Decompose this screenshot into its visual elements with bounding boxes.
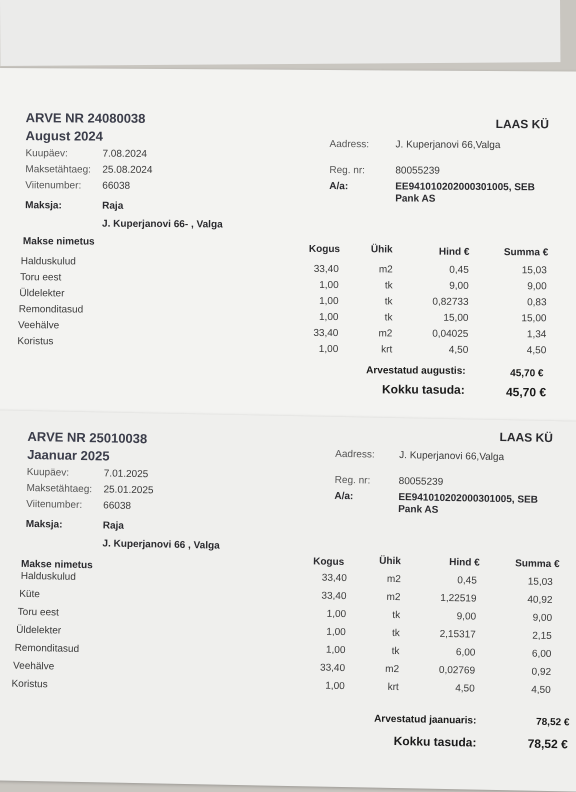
reference-label: Viitenumber: [26, 498, 83, 511]
col-header-name: Makse nimetus [22, 236, 95, 248]
subtotal-label: Arvestatud augustis: [366, 365, 466, 377]
row-price: 2,15317 [439, 628, 476, 641]
row-price: 0,82733 [432, 296, 469, 308]
address-value: J. Kuperjanovi 66,Valga [399, 450, 505, 464]
row-price: 6,00 [455, 647, 476, 659]
subtotal-value: 45,70 € [510, 368, 544, 380]
invoice-period: August 2024 [25, 128, 103, 144]
row-sum: 9,00 [527, 281, 547, 293]
reg-value: 80055239 [398, 476, 444, 488]
invoice-january-2025 [0, 410, 576, 792]
reg-label: Reg. nr: [334, 474, 371, 487]
account-value-line1: EE941010202000301005, SEB [398, 492, 539, 506]
due-date-value: 25.08.2024 [102, 164, 153, 176]
account-value-line2: Pank AS [395, 193, 436, 205]
row-qty: 1,00 [318, 343, 339, 356]
date-label: Kuupäev: [25, 148, 68, 160]
row-name: Toru eest [20, 272, 62, 284]
company-name: LAAS KÜ [495, 117, 550, 132]
col-header-unit: Ühik [379, 555, 401, 568]
total-label: Kokku tasuda: [382, 382, 465, 397]
invoice-number: ARVE NR 24080038 [25, 110, 146, 126]
row-qty: 33,40 [321, 590, 347, 603]
row-qty: 1,00 [326, 608, 347, 621]
row-price: 0,45 [449, 264, 469, 276]
address-label: Aadress: [329, 139, 370, 151]
company-name: LAAS KÜ [499, 429, 554, 446]
row-unit: krt [381, 344, 393, 356]
row-unit: m2 [385, 663, 400, 676]
address-value: J. Kuperjanovi 66,Valga [395, 139, 501, 152]
payer-label: Maksja: [25, 518, 63, 531]
row-qty: 33,40 [321, 572, 347, 585]
row-sum: 15,03 [527, 576, 553, 589]
col-header-name: Makse nimetus [20, 558, 93, 572]
row-qty: 1,00 [319, 295, 339, 308]
payer-label: Maksja: [25, 200, 62, 212]
subtotal-label: Arvestatud jaanuaris: [374, 713, 477, 727]
subtotal-value: 78,52 € [536, 716, 570, 729]
row-qty: 1,00 [325, 644, 346, 657]
col-header-price: Hind € [449, 557, 480, 569]
col-header-sum: Summa € [503, 247, 549, 259]
due-date-label: Maksetähtaeg: [26, 482, 93, 496]
row-qty: 1,00 [326, 626, 346, 639]
row-sum: 4,50 [531, 684, 551, 697]
account-value-line2: Pank AS [398, 504, 439, 516]
total-value: 45,70 € [505, 385, 547, 400]
payer-address: J. Kuperjanovi 66- , Valga [102, 218, 223, 231]
row-price: 9,00 [456, 611, 477, 623]
row-sum: 1,34 [526, 329, 547, 341]
account-label: A/a: [334, 490, 354, 503]
payer-name: Raja [102, 200, 124, 212]
row-qty: 33,40 [319, 662, 346, 675]
col-header-unit: Ühik [370, 244, 393, 256]
row-unit: tk [384, 296, 393, 308]
row-price: 15,00 [443, 312, 469, 324]
reg-value: 80055239 [395, 165, 440, 177]
row-name: Halduskulud [20, 570, 76, 583]
row-name: Veehälve [12, 660, 55, 673]
invoice-august-2024 [0, 68, 576, 422]
payer-address: J. Kuperjanovi 66 , Valga [102, 538, 220, 552]
row-unit: m2 [378, 328, 393, 340]
row-sum: 15,03 [521, 265, 547, 277]
row-name: Koristus [17, 336, 54, 348]
reg-label: Reg. nr: [329, 165, 365, 177]
row-sum: 6,00 [531, 648, 552, 661]
total-value: 78,52 € [527, 736, 568, 752]
row-name: Remonditasud [18, 304, 84, 316]
date-value: 7.01.2025 [103, 468, 149, 481]
due-date-label: Maksetähtaeg: [25, 164, 92, 176]
col-header-qty: Kogus [308, 243, 341, 256]
row-sum: 40,92 [527, 594, 553, 607]
account-value-line1: EE941010202000301005, SEB [395, 181, 535, 194]
row-price: 1,22519 [440, 592, 477, 605]
reference-value: 66038 [103, 500, 132, 512]
row-unit: tk [391, 645, 400, 658]
account-label: A/a: [329, 181, 349, 193]
row-sum: 9,00 [532, 612, 553, 625]
row-sum: 0,83 [527, 297, 547, 309]
row-name: Koristus [11, 678, 48, 691]
row-qty: 1,00 [319, 279, 339, 292]
row-price: 9,00 [449, 280, 469, 292]
row-sum: 2,15 [532, 630, 552, 643]
address-label: Aadress: [335, 448, 375, 461]
row-sum: 4,50 [526, 345, 547, 357]
col-header-price: Hind € [438, 246, 470, 258]
row-sum: 0,92 [531, 666, 552, 679]
reference-label: Viitenumber: [25, 180, 82, 192]
row-name: Halduskulud [20, 256, 76, 268]
row-unit: tk [392, 609, 401, 622]
row-unit: tk [384, 280, 393, 292]
row-qty: 33,40 [313, 263, 339, 276]
row-name: Veehälve [17, 320, 60, 332]
row-unit: tk [384, 312, 393, 324]
row-price: 4,50 [455, 683, 475, 695]
row-qty: 1,00 [318, 311, 339, 324]
row-qty: 1,00 [325, 680, 345, 693]
total-label: Kokku tasuda: [393, 734, 477, 750]
row-unit: krt [387, 681, 399, 694]
due-date-value: 25.01.2025 [103, 484, 154, 497]
row-price: 0,02769 [438, 664, 476, 677]
row-name: Toru eest [17, 606, 59, 619]
row-price: 0,04025 [432, 328, 469, 340]
row-unit: m2 [378, 264, 393, 276]
date-label: Kuupäev: [26, 466, 70, 479]
row-unit: m2 [386, 573, 401, 586]
row-name: Üldelekter [16, 624, 62, 637]
row-name: Üldelekter [19, 288, 65, 300]
row-qty: 33,40 [313, 327, 339, 340]
payer-name: Raja [102, 520, 125, 532]
row-unit: m2 [386, 591, 401, 604]
col-header-sum: Summa € [515, 558, 560, 571]
row-name: Remonditasud [14, 642, 80, 655]
row-unit: tk [391, 627, 400, 640]
row-price: 4,50 [448, 344, 469, 356]
col-header-qty: Kogus [313, 556, 345, 569]
row-sum: 15,00 [521, 313, 547, 325]
background-sheet [0, 0, 560, 66]
invoice-number: ARVE NR 25010038 [27, 428, 148, 447]
row-name: Küte [19, 588, 40, 601]
row-price: 0,45 [457, 575, 477, 587]
date-value: 7.08.2024 [102, 148, 148, 160]
reference-value: 66038 [102, 180, 131, 192]
invoice-period: Jaanuar 2025 [27, 446, 110, 464]
